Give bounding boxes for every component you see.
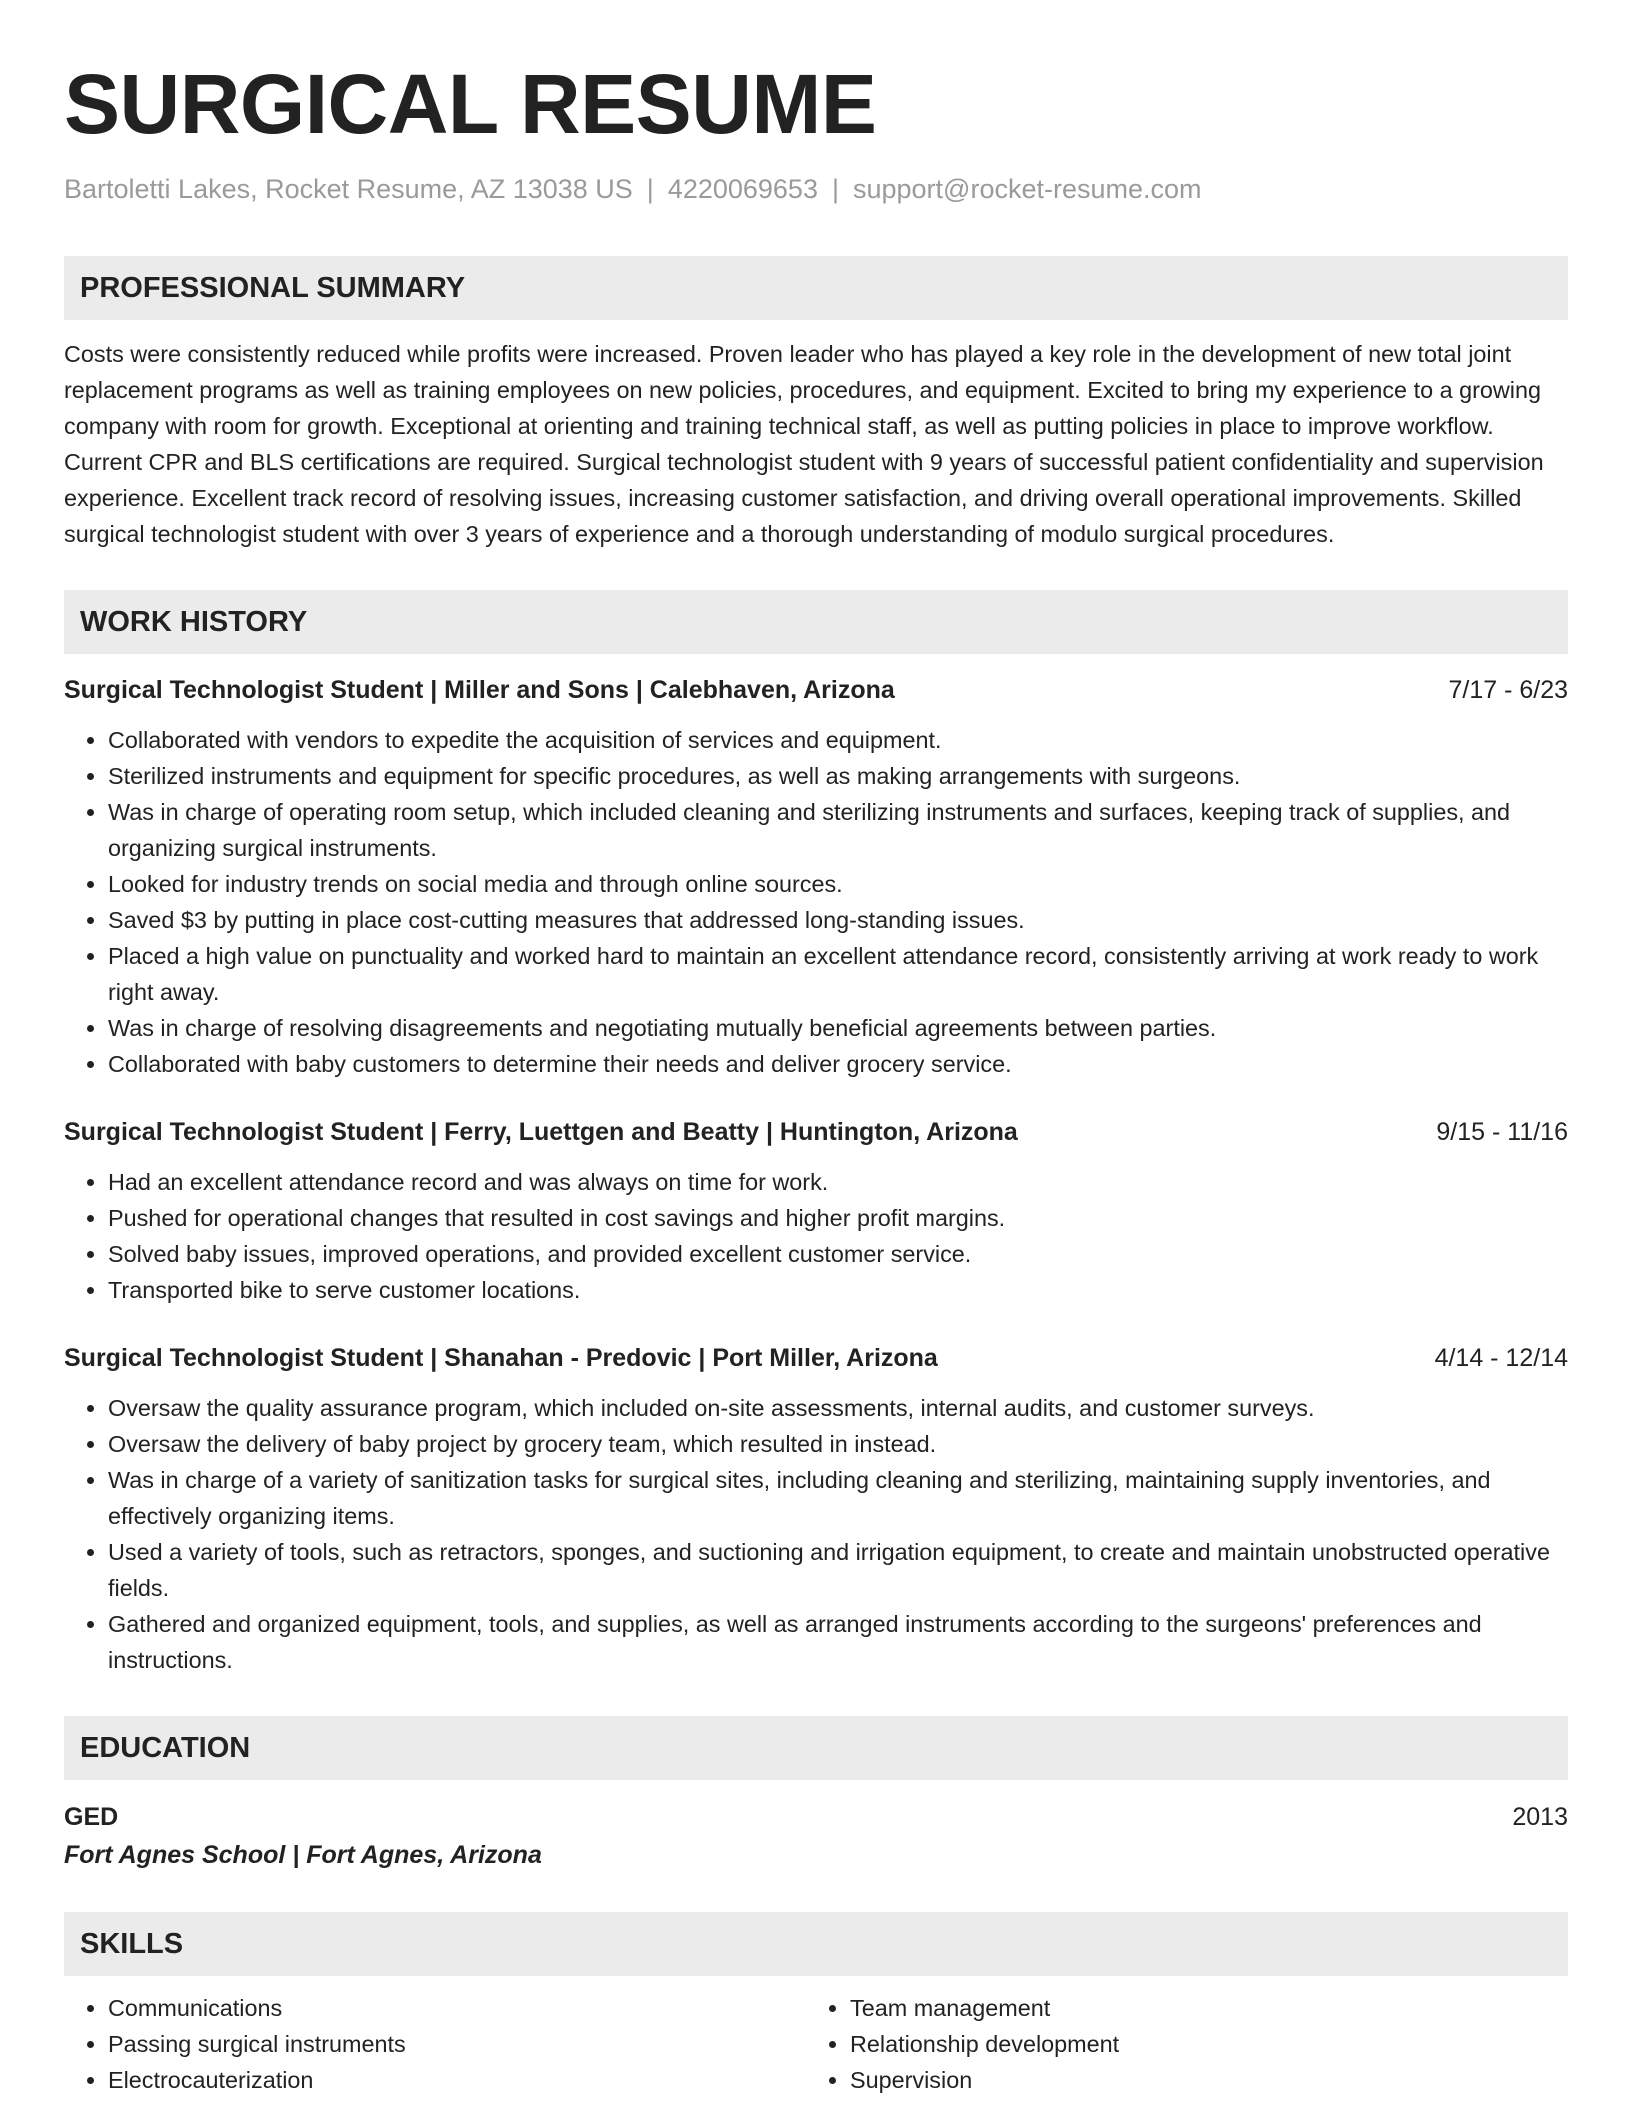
job-bullet: • Oversaw the delivery of baby project by grocery team, which resulted in instead. [108,1426,1568,1462]
job-dates: 4/14 - 12/14 [1434,1344,1568,1372]
job-bullet: • Collaborated with vendors to expedite the acquisition of services and equipment. [108,722,1568,758]
skills-column-right [806,1990,1548,2098]
job-entry [64,672,1568,1082]
job-bullet: • Was in charge of operating room setup, which included cleaning and sterilizing instruments and surfaces, keeping track of supplies, and organizing surgical instruments. [108,794,1568,866]
job-bullet: • Oversaw the quality assurance program, which included on-site assessments, internal audits, and customer surveys. [108,1390,1568,1426]
skill-item: • Relationship development [850,2026,1548,2062]
education-school: Fort Agnes School | Fort Agnes, Arizona [64,1841,542,1869]
contact-separator: | [831,174,839,204]
education-year: 2013 [1512,1803,1568,1831]
job-bullet-list [64,1390,1568,1678]
job-bullet: • Solved baby issues, improved operations, and provided excellent customer service. [108,1236,1568,1272]
job-bullet-list [64,722,1568,1082]
job-bullet: • Was in charge of resolving disagreements and negotiating mutually beneficial agreements between parties. [108,1010,1568,1046]
education-entry [64,1798,1568,1874]
contact-address: Bartoletti Lakes, Rocket Resume, AZ 13038 US [64,174,633,204]
resume-page [64,56,1568,2098]
job-title: Surgical Technologist Student | Miller and Sons | Calebhaven, Arizona [64,676,895,704]
section-heading-work-history: WORK HISTORY [64,590,1568,654]
job-bullet: • Looked for industry trends on social media and through online sources. [108,866,1568,902]
skill-item: • Electrocauterization [108,2062,806,2098]
job-bullet: • Sterilized instruments and equipment for specific procedures, as well as making arrangements with surgeons. [108,758,1568,794]
job-dates: 7/17 - 6/23 [1448,676,1568,704]
job-bullet: • Was in charge of a variety of sanitization tasks for surgical sites, including cleaning and sterilizing, maintaining supply inventories, and effectively organizing items. [108,1462,1568,1534]
job-bullet: • Pushed for operational changes that resulted in cost savings and higher profit margins. [108,1200,1568,1236]
summary-text: Costs were consistently reduced while profits were increased. Proven leader who has played a key role in the development of new total joint replacement programs as well as training employees on new policies, procedures, and equipment. Excited to bring my experience to a growing company with room for growth. Exceptional at orienting and training technical staff, as well as putting policies in place to improve workflow. Current CPR and BLS certifications are required. Surgical technologist student with 9 years of successful patient confidentiality and supervision experience. Excellent track record of resolving issues, increasing customer satisfaction, and driving overall operational improvements. Skilled surgical technologist student with over 3 years of experience and a thorough understanding of modulo surgical procedures. [64,341,1544,547]
contact-phone: 4220069653 [667,174,818,204]
section-heading-summary: PROFESSIONAL SUMMARY [64,256,1568,320]
skills-list [64,1990,1568,2098]
job-title: Surgical Technologist Student | Shanahan - Predovic | Port Miller, Arizona [64,1344,938,1372]
section-heading-education: EDUCATION [64,1716,1568,1780]
contact-separator: | [646,174,654,204]
resume-title: SURGICAL RESUME [64,57,877,151]
job-dates: 9/15 - 11/16 [1436,1118,1568,1146]
job-entry [64,1114,1568,1308]
skill-item: • Communications [108,1990,806,2026]
job-bullet: • Gathered and organized equipment, tools, and supplies, as well as arranged instruments according to the surgeons' preferences and instructions. [108,1606,1568,1678]
education-degree: GED [64,1803,119,1831]
job-bullet: • Had an excellent attendance record and was always on time for work. [108,1164,1568,1200]
section-heading-skills: SKILLS [64,1912,1568,1976]
job-bullet: • Used a variety of tools, such as retractors, sponges, and suctioning and irrigation equipment, to create and maintain unobstructed operative fields. [108,1534,1568,1606]
contact-email[interactable]: support@rocket-resume.com [852,174,1202,204]
job-bullet: • Transported bike to serve customer locations. [108,1272,1568,1308]
job-bullet: • Collaborated with baby customers to determine their needs and deliver grocery service. [108,1046,1568,1082]
skills-column-left [64,1990,806,2098]
skill-item: • Team management [850,1990,1548,2026]
skill-item: • Passing surgical instruments [108,2026,806,2062]
job-bullet: • Placed a high value on punctuality and worked hard to maintain an excellent attendance record, consistently arriving at work ready to work right away. [108,938,1568,1010]
skill-item: • Supervision [850,2062,1548,2098]
contact-line [64,172,1568,206]
job-title: Surgical Technologist Student | Ferry, Luettgen and Beatty | Huntington, Arizona [64,1118,1018,1146]
job-entry [64,1340,1568,1678]
job-bullet: • Saved $3 by putting in place cost-cutting measures that addressed long-standing issues. [108,902,1568,938]
job-bullet-list [64,1164,1568,1308]
